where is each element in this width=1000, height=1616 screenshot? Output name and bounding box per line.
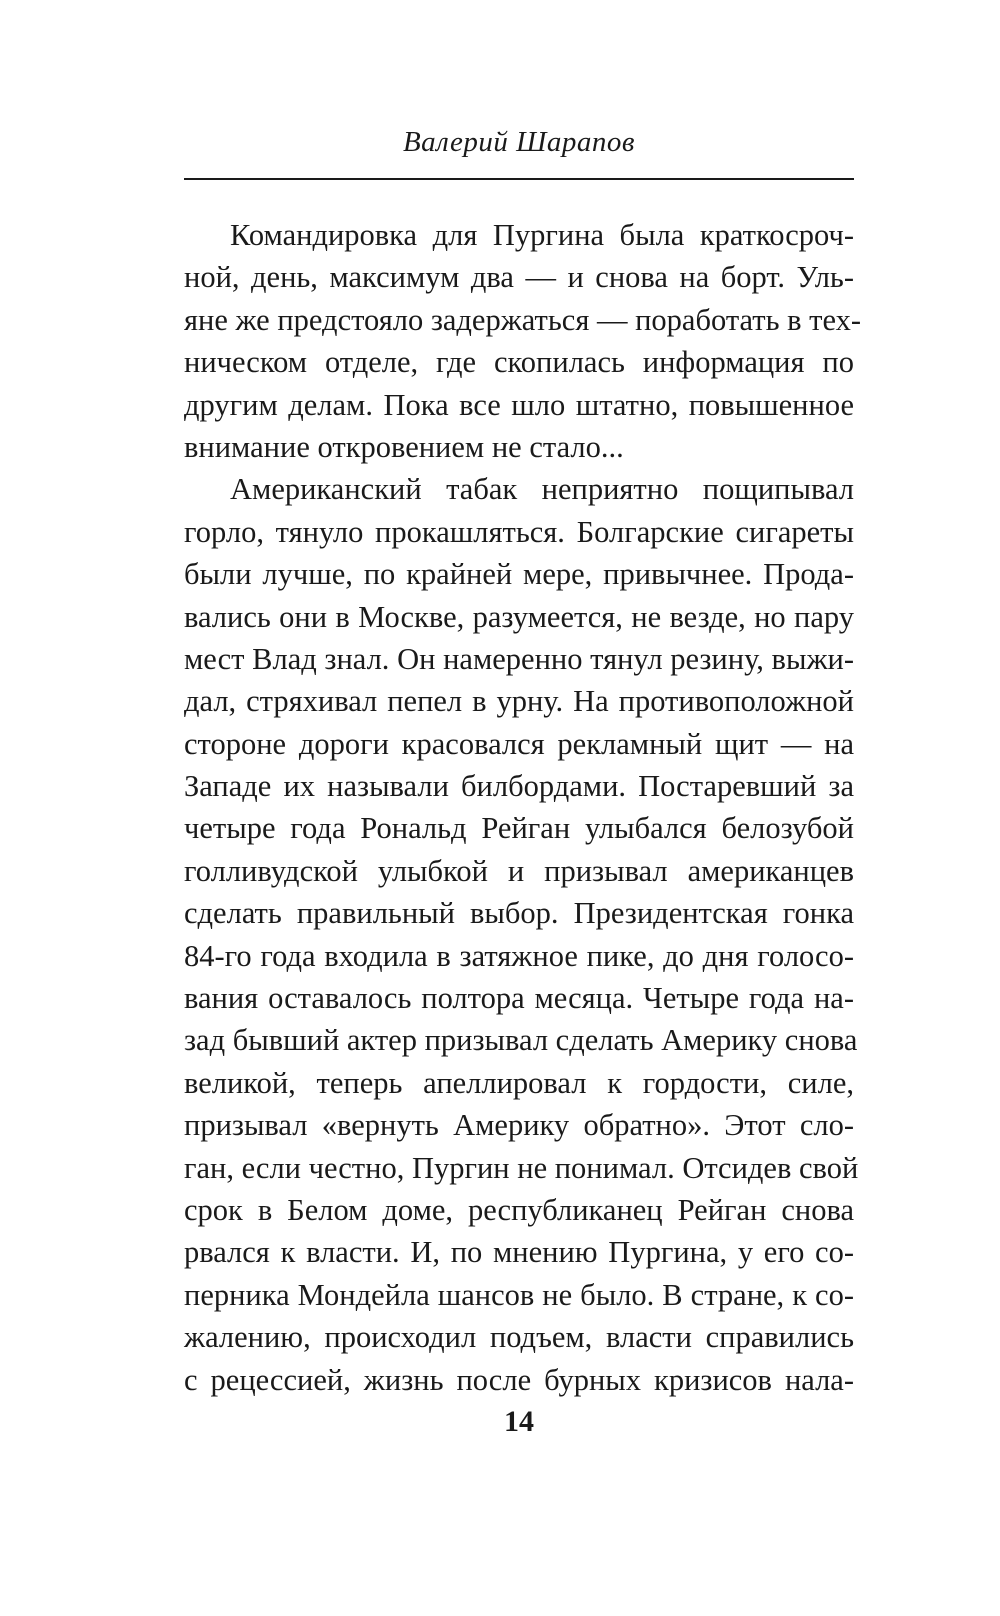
text-line: Командировка для Пургина была краткосроч- xyxy=(230,218,854,252)
text-line: с рецессией, жизнь после бурных кризисов нала- xyxy=(184,1362,854,1397)
text-line: стороне дороги красовался рекламный щит — на xyxy=(184,726,854,761)
text-line: были лучше, по крайней мере, привычнее. Прода- xyxy=(184,557,854,592)
text-line: ническом отделе, где скопилась информация по xyxy=(184,345,854,380)
text-line: срок в Белом доме, республиканец Рейган снова xyxy=(184,1192,854,1227)
page-number: 14 xyxy=(504,1405,534,1438)
paragraph-1 xyxy=(184,214,862,468)
body-text xyxy=(184,214,862,1401)
text-line: Западе их называли билбордами. Постаревший за xyxy=(184,769,854,804)
text-line: ной, день, максимум два — и снова на борт. Уль- xyxy=(184,260,854,295)
text-line: вались они в Москве, разумеется, не везде, но пару xyxy=(184,599,854,634)
text-line: 84-го года входила в затяжное пике, до дня голосо- xyxy=(184,938,854,973)
text-line: четыре года Рональд Рейган улыбался белозубой xyxy=(184,811,854,846)
running-head: Валерий Шарапов xyxy=(402,126,636,158)
paragraph-2 xyxy=(184,468,859,1401)
text-line: яне же предстояло задержаться — поработать в тех- xyxy=(184,302,862,337)
text-line: сделать правильный выбор. Президентская гонка xyxy=(184,896,854,931)
text-line: Американский табак неприятно пощипывал xyxy=(230,472,854,507)
text-line: другим делам. Пока все шло штатно, повышенное xyxy=(184,387,854,422)
text-line: рвался к власти. И, по мнению Пургина, у его со- xyxy=(184,1235,854,1270)
text-line: жалению, происходил подъем, власти справились xyxy=(184,1320,854,1355)
text-line: призывал «вернуть Америку обратно». Этот сло- xyxy=(184,1108,854,1143)
text-line: вания оставалось полтора месяца. Четыре года на- xyxy=(184,981,854,1016)
header-divider xyxy=(184,178,854,180)
text-line: зад бывший актер призывал сделать Америку снова xyxy=(184,1023,858,1058)
text-line: внимание откровением не стало... xyxy=(184,429,624,464)
text-line: ган, если честно, Пургин не понимал. Отсидев свой xyxy=(184,1150,859,1185)
text-line: голливудской улыбкой и призывал американцев xyxy=(184,853,854,888)
text-line: дал, стряхивал пепел в урну. На противоположной xyxy=(184,684,854,719)
text-line: горло, тянуло прокашляться. Болгарские сигареты xyxy=(184,514,854,549)
text-line: перника Мондейла шансов не было. В стране, к со- xyxy=(184,1277,854,1312)
text-line: великой, теперь апеллировал к гордости, силе, xyxy=(184,1065,854,1100)
text-line: мест Влад знал. Он намеренно тянул резину, выжи- xyxy=(184,641,854,676)
